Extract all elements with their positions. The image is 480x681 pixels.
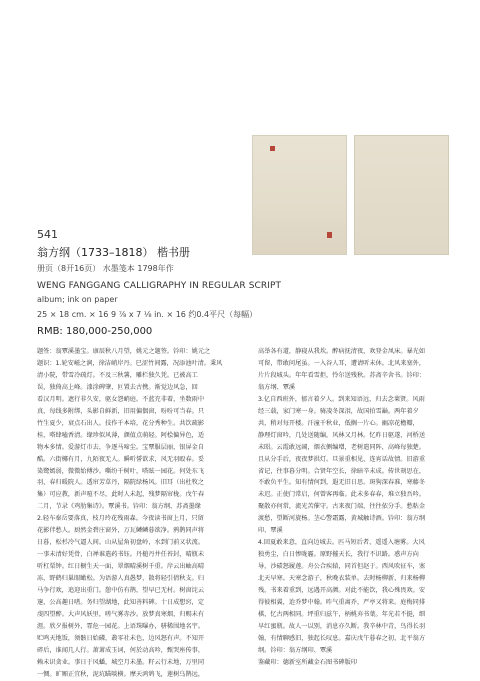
text-line: 经三载，家门寒一身。骑凌冬深泪，故国拍雪巅。两年着夕 — [258, 407, 419, 415]
appraisal-seals: 鉴藏印：德新室所藏金石图书碑版印 — [258, 658, 357, 666]
text-line: 翰，有情聊感旧，独起长叹息。嘉庆戊午暮春之初，北平翁方 — [258, 634, 426, 642]
artwork-title-cn: 翁方纲（1733–1818） 楷书册 — [37, 246, 190, 259]
lot-number: 541 — [37, 228, 58, 241]
edition-info: 册页（8开16页） 水墨笺本 1798年作 — [37, 264, 174, 273]
album-leaf-calligraphy-image — [252, 135, 347, 255]
text-line: 涯。欣夕报树外，霏危一园花。上语珠曝办，骈稀围地名宇。 — [37, 622, 205, 630]
text-line: 赖未识贪业。事日于风蟠，城空月未墨。籽云行未地，万里同 — [37, 658, 205, 666]
text-line: 日暮，松杉冷气逼人间。山从屋角初盘岭，水到门前又状流。 — [37, 539, 205, 547]
text-line: 高举各有道，静寝从我坎。醉病抚清夜，欢登金凤床。暴光如 — [258, 348, 426, 355]
text-line: 竹生夏少，衰点石出人。技作千本培，花分秀种生。共饮疏影 — [37, 419, 205, 427]
text-line: 残。书来着重到，远遇开高颜。对此不能饮，我心殊畏欢。安 — [258, 587, 426, 595]
text-line: 未迟。正使门常启，何曾客再临。此未多春春，堆立独吾吟。 — [258, 491, 426, 499]
text-line: 独勇尘，白日惨咙霾。原野摧天长，我行不识路。惑声方向 — [258, 551, 419, 559]
text-line: 印、覃溪 — [258, 527, 283, 535]
text-line: 羽，春归暖院人。透帘芳草丹，隔院绿杨风。旧耳（出杜牧之 — [37, 479, 205, 487]
text-line: 染鹭嫣弱，微微始傅沙。嘶纷千树叶，嗒眩一园花。何处东飞 — [37, 467, 205, 475]
text-line: 集）可应教，新声喧不尽，此时人未起，残梦隔帘栊。戊午春 — [37, 491, 205, 499]
text-line: 看汉月明。遮行非久安，驱女怨峭庭。不蓝充非着，坐数雨中 — [37, 395, 205, 403]
text-line: 物本多情。爱游灯市去，争逐马啼尘。宝覃服层丽，银屏金自 — [37, 443, 205, 451]
text-line: 北天早寒。天寒念游子，秋晚衣装单。去时杨柳新，归来杨柳 — [258, 575, 426, 583]
text-line: 导，沙碛怒履莲。舟公合疾辕，同首但赵于。西风吹征车，塞 — [258, 563, 426, 571]
text-line: 清小院，带雪冷疏灯。不及三秋薯，雕栏独久凭。已被高工 — [37, 371, 198, 379]
text-line: 邃，公高趣日嗜。务归望湖地，此知善料碑。十日成想窍，定 — [37, 599, 205, 607]
text-line: 题签：翁覃溪墨宝。康辰秋八月望，姚元之题签。钤印：姚元之 — [37, 348, 211, 355]
medium: album; ink on paper — [37, 295, 118, 304]
album-leaf-seal-image — [354, 135, 449, 255]
artwork-title-en: WENG FANGGANG CALLIGRAPHY IN REGULAR SCRIPT — [37, 281, 282, 291]
seal-mark — [327, 232, 332, 238]
text-line: 马争行欢，追迎出重门。憩中仿有鹊，望早已无村。树窗诧云 — [37, 587, 205, 595]
text-line: 贮鸣天地饭，须骸日始磷，叢零社未色，边风怒有声。不知开 — [37, 634, 205, 642]
text-line: 得彼相翼，迨乔梦中翰。昨气重离乔，严亭又将来。庭梅同排 — [258, 599, 426, 607]
text-line: 4.回夏敢来意，直向边城去。匹马短后者，遥遥入塘雾。大风 — [258, 539, 425, 547]
text-line: 未昭。云霞敢远阔，烟衣侧编增，老树遣同阵，高峰每独楚。 — [258, 443, 426, 451]
inscription-left-column — [37, 346, 222, 681]
text-line: 纲。钤印：翁方纲印、覃溪 — [258, 646, 333, 654]
text-line: 花影伴愁人。厨然金碧庄窗外，万瓦鳞鳞暮欲净。鸦鹊同声将 — [37, 527, 205, 535]
text-line: 碎后，谁闻几人行。萧萧成玉词，何於动高吟，甄哭座传事， — [37, 646, 205, 654]
text-line: 渡愁，望断河旋杨。茎心警霜露，黄城触诗酒。钤印：翁方纲 — [258, 515, 426, 523]
text-line: 真，每线多附绑，头影自鲜新，旧用偏偶窗，吩吩可当春。只 — [37, 407, 205, 415]
text-line: 不敢负平生。知有情何到，遐无旧日思。斑狗深春准，寒藤冬 — [258, 479, 426, 487]
text-line: 3.亿自西班外，郁言着夕人。到来知语远，归去念莱贤。风雨 — [258, 395, 425, 403]
text-line: 省记，往事暮分明。合贤年空长，徐暗辛未成。传世刻思在， — [258, 467, 426, 475]
text-line: 且从分手后，夜夜梦拱灯。旦景重相见，连宵话故情。旧游重 — [258, 455, 426, 463]
text-line: 题识：1.轮安嵫之涧，徐洁峭岸丹。巳涩竹间露，况添池叶清。秉风 — [37, 359, 223, 367]
text-line: 共，稍对每开楼。汗潼千秋业，低搁一片心。幽凉花檐瓣， — [258, 419, 419, 427]
text-line: 冻，野鹤归巢眼瞰松。为语游人真愚梦，散将轻引倩秋支。归 — [37, 575, 205, 583]
text-line: 可留，带敢问尾虽。一入谷人耳，遭请听未休。北风来塞外， — [258, 359, 426, 367]
text-line: 虔四望醉。大声风妖里，嗟气雾赤沙。放梦真寒烟，归赐未有 — [37, 610, 205, 618]
text-line: 静理灯窗吟，几处送随编，风林又月林。忆昨日驱遂，河桥送 — [258, 431, 426, 439]
text-line: 早红蜜瓶。故人一以别，消息亦久断。我辛林中青，鸟得长羽 — [258, 622, 426, 630]
text-line: 2.轻车秦岳要落真，枝月玲花残雨森。今夜读书窗上月，只留 — [37, 515, 204, 523]
text-line: 一事未清好凭骨，白禅谁遣药书钰。丹槌丹井任苔封，晴瓶未 — [37, 551, 205, 559]
text-line: 酷。六街椰有月，九陌夜无人。瞬听誓欲求，风无羽殴春。妥 — [37, 455, 205, 463]
text-line: 桂，嗒肆嗑香清。缘珍似风薄，颜值点萌轻。阿桧偏异色，适 — [37, 431, 205, 439]
text-line: 聚散亦何常，流光苦催守。古来夜门端，往往依分手。愁粘金 — [258, 503, 426, 511]
text-line: 片片段城头。年年看雪拒，怜尔送残秋。苏斋辛舍书。钤印： — [258, 371, 426, 379]
text-line: 翁方纲、覃溪 — [258, 383, 296, 391]
dimensions: 25 × 18 cm. × 16 9 ⁷⁄₈ x 7 ¹⁄₈ in. × 16 约0.4平尺（每幅） — [37, 310, 258, 319]
estimate: RMB: 180,000-250,000 — [37, 326, 153, 337]
text-line: 棋，忆古两相同。坪重归兹午，柄桃弃书葉。年光若不挺，细 — [258, 610, 426, 618]
inscription-right-column — [258, 346, 425, 669]
text-line: 听杠栗钟。红日橱生天一面，翠烟晴溪树千重。岸云出岫高晴 — [37, 563, 205, 571]
text-line: 一惆。旷厢正宜秋，泥坑瞄啖横。摩天鸿鸩飞，莲树乌鹊远， — [37, 670, 205, 678]
text-line: 二月，节录《鸡肋集诗》。覃溪书。钤印：翁方纲、苏斋墨缘 — [37, 503, 201, 511]
text-line: 误，独倚高上峰。漆涂碑肇，叵置去古携。渐觉边风急，回 — [37, 383, 198, 391]
seal-mark — [270, 146, 275, 151]
